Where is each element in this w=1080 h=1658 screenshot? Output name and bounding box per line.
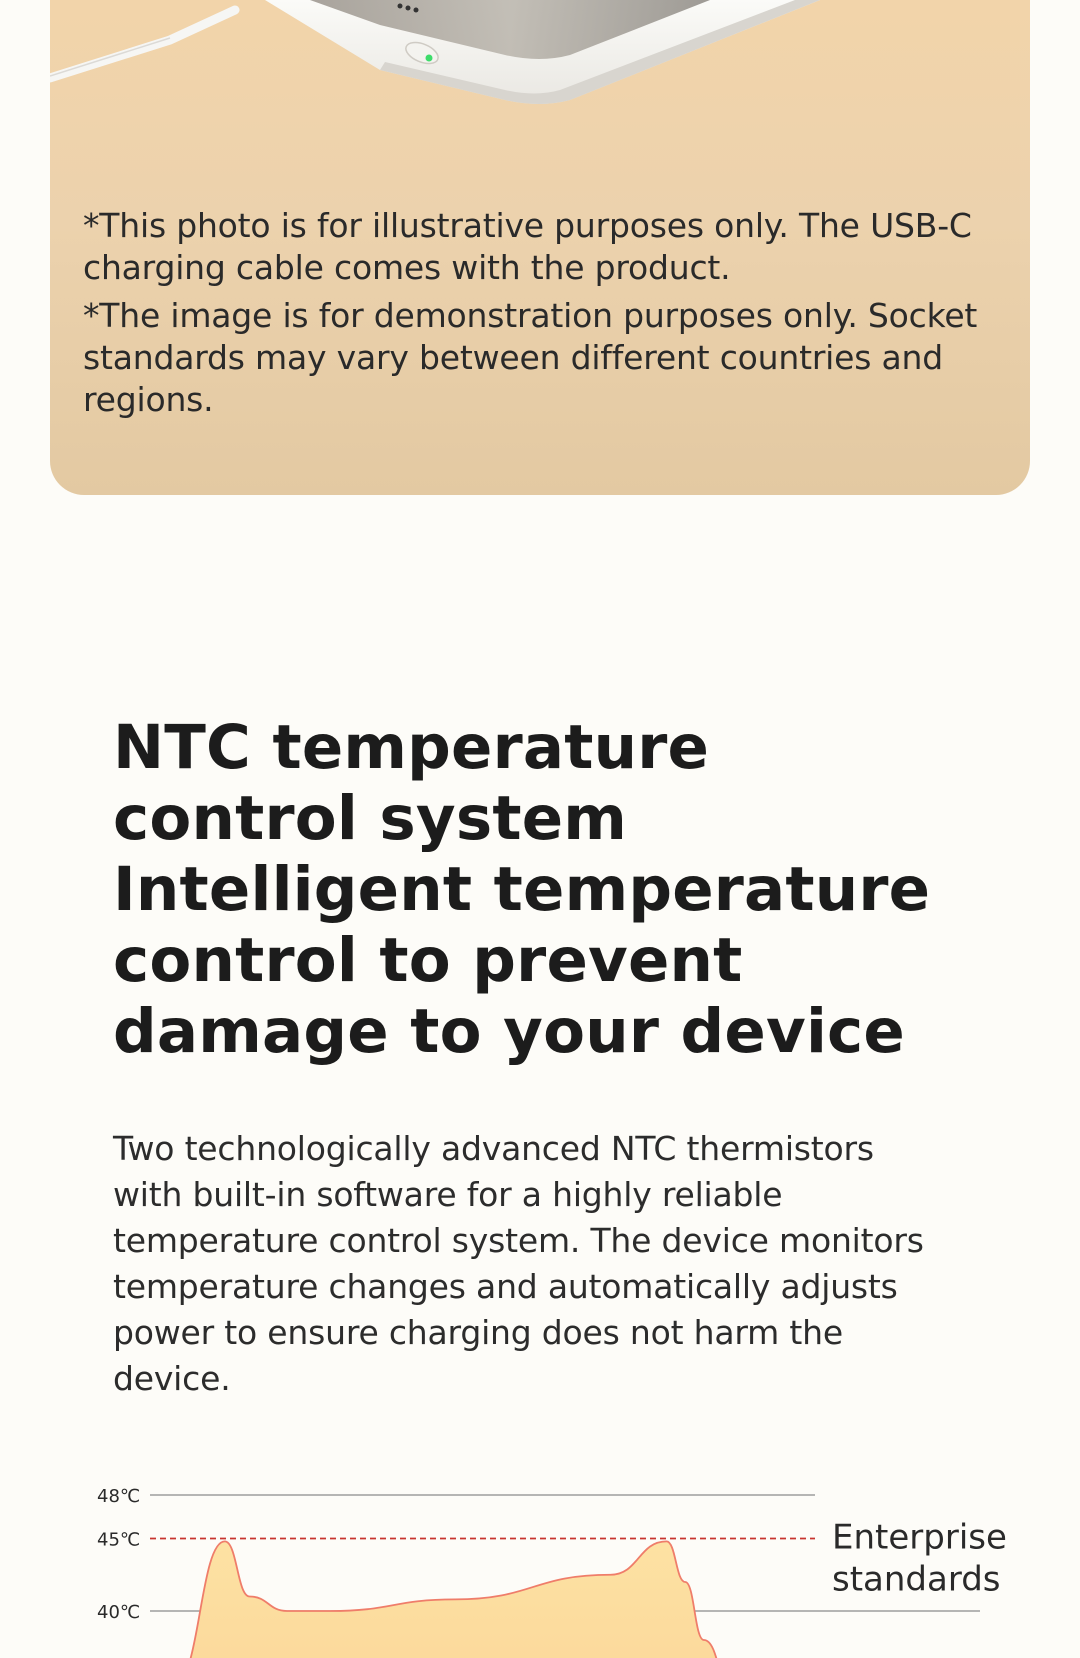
y-tick-label: 40℃ [97,1602,141,1623]
feature-description: Two technologically advanced NTC thermistors with built-in software for a highly reliable temperature control system. The device monitors temperature changes and automatically adjusts power to ensure charging does not harm the device. [113,1129,924,1398]
page-title: NTC temperature control system Intelligent temperature control to prevent damage to your device [113,712,931,1067]
disclaimer-socket: *The image is for demonstration purposes only. Socket standards may vary between different countries and regions. [83,296,978,419]
product-image-card [50,0,1030,495]
y-tick-label: 45℃ [97,1529,141,1551]
temperature-chart [0,1460,1080,1658]
threshold-label-line2: standards [832,1559,1001,1600]
y-tick-label: 48℃ [97,1486,141,1507]
disclaimer-cable: *This photo is for illustrative purposes only. The USB-C charging cable comes with the product. [83,206,972,287]
threshold-label-line1: Enterprise [832,1517,1007,1558]
temperature-chart-svg [0,1460,1080,1658]
charger-product-photo [50,0,1030,130]
disclaimer-text [83,205,983,421]
